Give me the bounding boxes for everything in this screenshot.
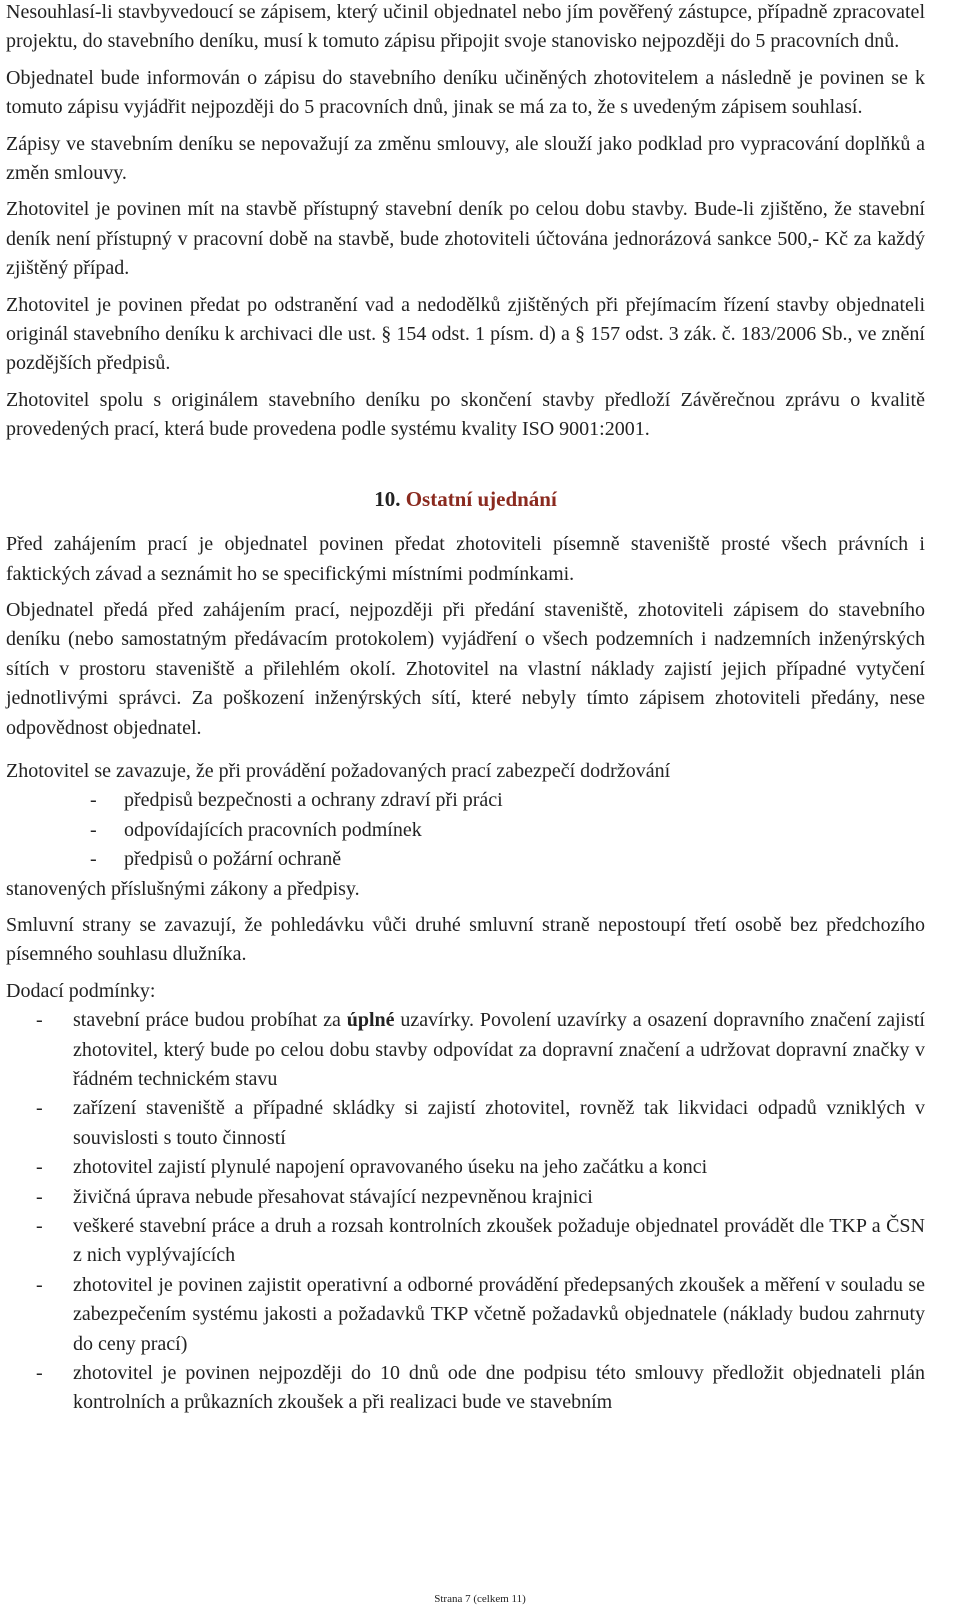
page-footer: Strana 7 (celkem 11): [434, 1593, 526, 1605]
list-dash: -: [90, 818, 97, 841]
list-dash: -: [36, 1097, 43, 1120]
safety-block: [6, 757, 925, 904]
paragraph-assignment: Smluvní strany se zavazují, že pohledávku vůči druhé smluvní straně nepostoupí třetí osobě bez předchozího písemného souhlasu dlužníka.: [6, 913, 925, 966]
section-number: 10.: [374, 486, 401, 511]
list-item: - zařízení staveniště a případné skládky si zajistí zhotovitel, rovněž tak likvidaci odpadů vzniklých v souvislosti s touto činností: [6, 1094, 925, 1153]
list-item: - zhotovitel je povinen zajistit operativní a odborné provádění předepsaných zkoušek a měření v souladu se zabezpečením systému jakosti a požadavků TKP včetně požadavků objednatele (náklady budou zahrnuty do ceny prací): [6, 1271, 925, 1359]
section-title: Ostatní ujednání: [405, 486, 557, 511]
list-item: - veškeré stavební práce a druh a rozsah kontrolních zkoušek požaduje objednatel provádět dle TKP a ČSN z nich vyplývajících: [6, 1212, 925, 1271]
delivery-list: [6, 1006, 925, 1418]
list-dash: -: [90, 848, 97, 871]
list-item: - živičná úprava nebude přesahovat stávající nezpevněnou krajnici: [6, 1183, 925, 1212]
delivery-heading: Dodací podmínky:: [6, 979, 156, 1002]
list-dash: -: [36, 1273, 43, 1296]
list-item: - zhotovitel je povinen nejpozději do 10 dnů ode dne podpisu této smlouvy předložit objednateli plán kontrolních a průkazních zkoušek a při realizaci bude ve stavebním: [6, 1359, 925, 1418]
list-item: - odpovídajících pracovních podmínek: [6, 816, 925, 845]
paragraph-entries-not-change: Zápisy ve stavebním deníku se nepovažují za změnu smlouvy, ale slouží jako podklad pro vypracování doplňků a změn smlouvy.: [6, 132, 925, 185]
paragraph-client-informed: Objednatel bude informován o zápisu do stavebního deníku učiněných zhotovitelem a následně je povinen se k tomuto zápisu vyjádřit nejpozději do 5 pracovních dnů, jinak se má za to, že s uvedeným zápisem souhlasí.: [6, 66, 925, 119]
list-dash: -: [36, 1185, 43, 1208]
list-dash: -: [36, 1156, 43, 1179]
list-dash: -: [36, 1009, 43, 1032]
paragraph-diary-handover: Zhotovitel je povinen předat po odstranění vad a nedodělků zjištěných při přejímacím řízení stavby objednateli originál stavebního deníku k archivaci dle ust. § 154 odst. 1 písm. d) a § 157 odst. 3 zák. č. 183/2006 Sb., ve znění pozdějších předpisů.: [6, 293, 925, 375]
list-dash: -: [36, 1362, 43, 1385]
safety-outro: stanovených příslušnými zákony a předpisy.: [6, 877, 360, 900]
list-item: - předpisů bezpečnosti a ochrany zdraví při práci: [6, 786, 925, 815]
paragraph-site-manager-disagreement: Nesouhlasí-li stavbyvedoucí se zápisem, který učinil objednatel nebo jím pověřený zástupce, případně zpracovatel projektu, do stavebního deníku, musí k tomuto zápisu připojit svoje stanovisko nejpozději do 5 pracovních dnů.: [6, 1, 925, 53]
list-item: - předpisů o požární ochraně: [6, 845, 925, 874]
emphasis-full: úplné: [346, 1009, 395, 1032]
safety-list: [6, 786, 925, 874]
safety-intro: Zhotovitel se zavazuje, že při provádění požadovaných prací zabezpečí dodržování: [6, 759, 671, 782]
paragraph-utilities: Objednatel předá před zahájením prací, nejpozději při předání staveniště, zhotoviteli zápisem do stavebního deníku (nebo samostatným předávacím protokolem) vyjádření o všech podzemních i nadzemních inženýrských sítích v prostoru staveniště a přilehlém okolí. Zhotovitel na vlastní náklady zajistí jejich případné vytyčení jednotlivými správci. Za poškození inženýrských sítí, které nebyly tímto zápisem zhotoviteli předány, nese odpovědnost objednatel.: [6, 598, 925, 739]
paragraph-final-report: Zhotovitel spolu s originálem stavebního deníku po skončení stavby předloží Závěrečnou zprávu o kvalitě provedených prací, která bude provedena podle systému kvality ISO 9001:2001.: [6, 388, 925, 441]
section-heading: [6, 485, 925, 514]
list-item: - stavební práce budou probíhat za úplné uzavírky. Povolení uzavírky a osazení dopravního značení zajistí zhotovitel, který bude po celou dobu stavby odpovídat za dopravní značení a udržovat dopravní značky v řádném technickém stavu: [6, 1006, 925, 1094]
paragraph-diary-accessible: Zhotovitel je povinen mít na stavbě přístupný stavební deník po celou dobu stavby. Bude-li zjištěno, že stavební deník není přístupný v pracovní době na stavbě, bude zhotoviteli účtována jednorázová sankce 500,- Kč za každý zjištěný případ.: [6, 198, 925, 280]
delivery-conditions: [6, 977, 925, 1418]
list-item: - zhotovitel zajistí plynulé napojení opravovaného úseku na jeho začátku a konci: [6, 1153, 925, 1182]
list-dash: -: [90, 789, 97, 812]
paragraph-site-handover: Před zahájením prací je objednatel povinen předat zhotoviteli písemně staveniště prosté všech právních i faktických závad a seznámit ho se specifickými místními podmínkami.: [6, 533, 925, 585]
list-dash: -: [36, 1215, 43, 1238]
